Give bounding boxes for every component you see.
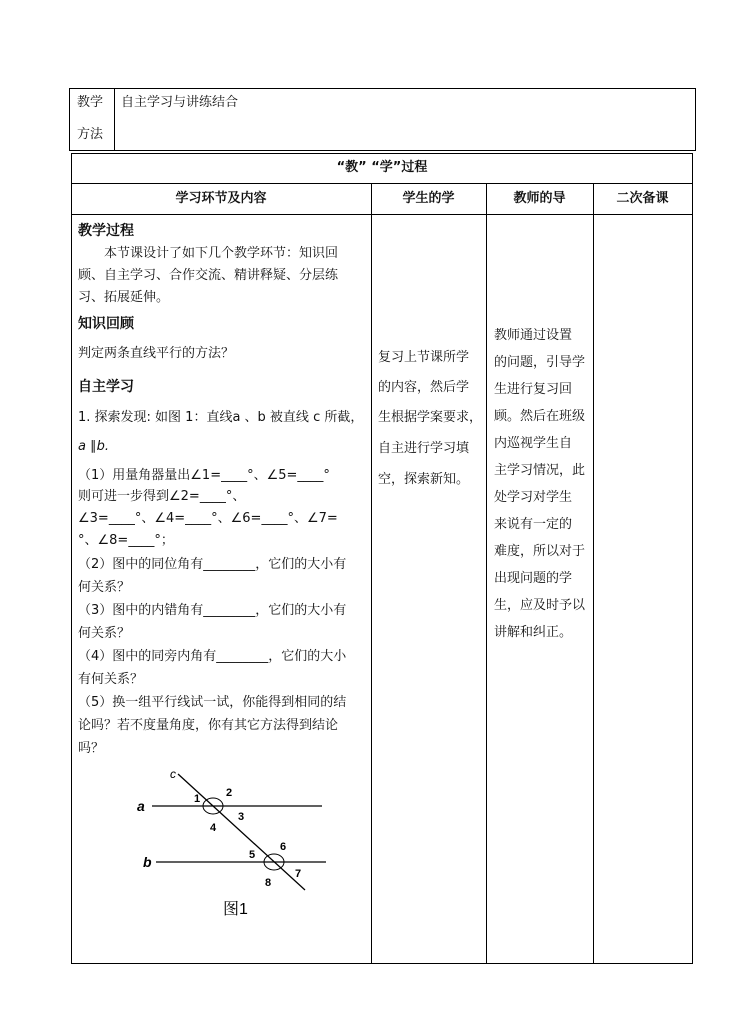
table-border [114, 88, 115, 151]
angle-label: 3 [238, 811, 245, 823]
teacher-text: 主学习情况，此 [494, 463, 586, 478]
student-text: 生根据学案要求， [378, 410, 483, 425]
teacher-text: 难度，所以对于 [494, 544, 586, 559]
method-label: 方法 [77, 127, 104, 142]
question-5: 论吗？若不度量角度，你有其它方法得到结论 [78, 718, 339, 733]
student-text: 复习上节课所学 [378, 350, 470, 365]
student-text: 空，探索新知。 [378, 472, 470, 487]
angle-label: 2 [226, 787, 233, 799]
question-4: 有何关系？ [78, 672, 144, 687]
student-text: 的内容，然后学 [378, 380, 470, 395]
teacher-text: 生，应及时予以 [494, 598, 586, 613]
heading-self-study: 自主学习 [78, 379, 134, 395]
item-text: a ∥b. [78, 439, 109, 454]
table-border [71, 153, 693, 154]
teacher-text: 处学习对学生 [494, 490, 573, 505]
intro-text: 本节课设计了如下几个教学环节：知识回 [104, 246, 339, 261]
intro-text: 习、拓展延伸。 [78, 290, 170, 305]
question-1: ∠3=____°、∠4=____°、∠6=____°、∠7= [78, 511, 338, 526]
angle-label: 5 [249, 849, 256, 861]
table-border [486, 183, 487, 964]
angle-label: 6 [280, 841, 287, 853]
method-value: 自主学习与讲练结合 [121, 95, 239, 110]
label-c: c [170, 767, 176, 781]
process-title: “教” “学”过程 [336, 160, 428, 175]
question-2: （2）图中的同位角有________，它们的大小有 [78, 557, 347, 572]
label-a: a [137, 798, 145, 814]
table-border [71, 153, 72, 964]
table-border [71, 963, 693, 964]
angle-label: 8 [265, 877, 272, 889]
table-border [71, 214, 693, 215]
question-3: （3）图中的内错角有________，它们的大小有 [78, 603, 347, 618]
question-3: 何关系？ [78, 626, 131, 641]
question-5: （5）换一组平行线试一试，你能得到相同的结 [78, 695, 347, 710]
teacher-text: 出现问题的学 [494, 571, 573, 586]
teacher-text: 的问题，引导学 [494, 355, 586, 370]
figure-1 [130, 762, 340, 922]
question-2: 何关系？ [78, 580, 131, 595]
teacher-text: 教师通过设置 [494, 328, 573, 343]
label-b: b [143, 854, 152, 870]
table-border [593, 183, 594, 964]
question-1: （1）用量角器量出∠1=____°、∠5=____° [78, 468, 330, 483]
table-border [69, 150, 696, 151]
teacher-text: 内巡视学生自 [494, 436, 573, 451]
table-border [71, 183, 693, 184]
header-remarks: 二次备课 [616, 191, 669, 206]
method-label: 教学 [77, 95, 104, 110]
teacher-text: 顾。然后在班级 [494, 409, 586, 424]
intro-text: 顾、自主学习、合作交流、精讲释疑、分层练 [78, 268, 339, 283]
student-text: 自主进行学习填 [378, 441, 470, 456]
teacher-text: 来说有一定的 [494, 517, 573, 532]
table-border [371, 183, 372, 964]
table-border [695, 88, 696, 151]
item-text: 1. 探索发现: 如图 1：直线a 、b 被直线 c 所截， [78, 410, 364, 425]
question-1: °、∠8=____°； [78, 533, 174, 548]
header-student: 学生的学 [402, 191, 455, 206]
line-c [178, 774, 305, 890]
header-content: 学习环节及内容 [175, 191, 267, 206]
teacher-text: 生进行复习回 [494, 382, 573, 397]
header-teacher: 教师的导 [513, 191, 566, 206]
heading-process: 教学过程 [78, 223, 134, 239]
table-border [69, 88, 70, 151]
question-1: 则可进一步得到∠2=____°、 [78, 489, 246, 504]
question-4: （4）图中的同旁内角有________，它们的大小 [78, 649, 347, 664]
figure-caption: 图1 [223, 901, 248, 918]
question-5: 吗？ [78, 741, 105, 756]
heading-review: 知识回顾 [78, 316, 134, 332]
angle-label: 7 [295, 868, 302, 880]
angle-label: 4 [210, 822, 217, 834]
angle-label: 1 [194, 793, 201, 805]
table-border [69, 88, 696, 89]
table-border [692, 153, 693, 964]
teacher-text: 讲解和纠正。 [494, 625, 573, 640]
review-question: 判定两条直线平行的方法？ [78, 346, 235, 361]
